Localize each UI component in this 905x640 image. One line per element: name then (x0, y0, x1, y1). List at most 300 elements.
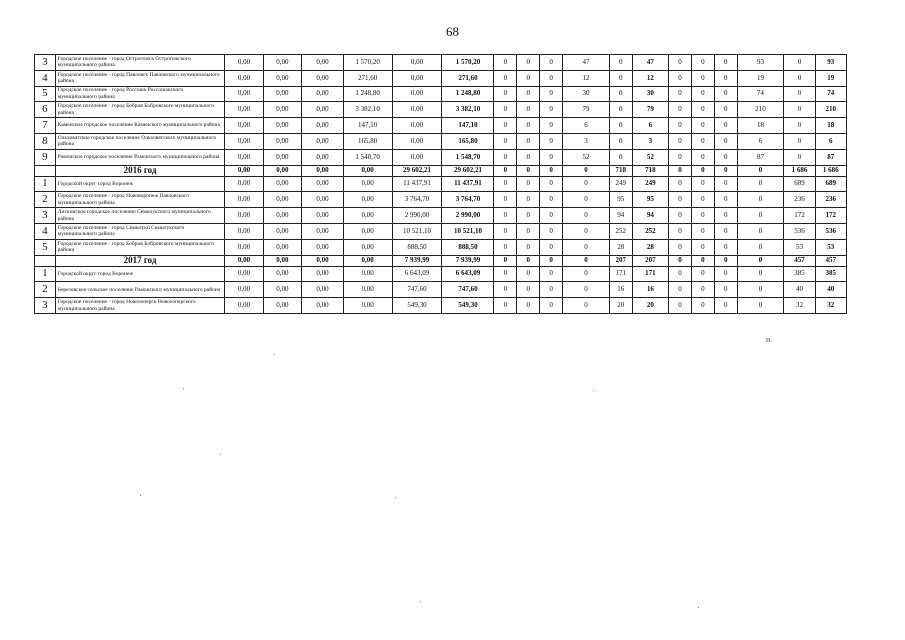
value-cell: 40 (815, 282, 846, 298)
table-row (35, 133, 847, 149)
table-row (35, 102, 847, 118)
value-cell: 19 (737, 70, 784, 86)
value-cell: 0 (540, 282, 563, 298)
value-cell: 0 (517, 239, 540, 255)
value-cell: 0,00 (343, 208, 392, 224)
value-cell: 6 (815, 133, 846, 149)
value-cell: 0,00 (263, 149, 301, 165)
value-cell: 29 602,21 (442, 165, 494, 176)
value-cell: 210 (737, 102, 784, 118)
value-cell: 172 (815, 208, 846, 224)
row-number: 7 (35, 118, 56, 134)
value-cell: 536 (784, 223, 815, 239)
value-cell: 0,00 (343, 239, 392, 255)
value-cell: 271,60 (343, 70, 392, 86)
value-cell: 95 (609, 192, 632, 208)
section-row (35, 165, 847, 176)
value-cell: 0,00 (302, 133, 344, 149)
value-cell: 0 (540, 192, 563, 208)
value-cell: 0 (691, 102, 714, 118)
value-cell: 0,00 (302, 255, 344, 266)
value-cell: 747,60 (392, 282, 442, 298)
value-cell: 0 (517, 133, 540, 149)
municipality-name: Лискинское городское поселение Семилукского муниципального района (55, 208, 224, 224)
value-cell: 0 (540, 118, 563, 134)
value-cell: 0,00 (392, 133, 442, 149)
value-cell: 0 (691, 165, 714, 176)
value-cell: 0 (494, 55, 517, 71)
value-cell: 0 (540, 55, 563, 71)
value-cell: 30 (632, 86, 668, 102)
value-cell: 0 (714, 223, 737, 239)
value-cell: 0 (540, 255, 563, 266)
row-number: 1 (35, 266, 56, 282)
municipality-name: Городское поселение - город Бобров Бобровского муниципального района (55, 102, 224, 118)
value-cell: 0 (691, 255, 714, 266)
value-cell: 0,00 (225, 149, 263, 165)
value-cell: 0 (784, 70, 815, 86)
row-number: 1 (35, 176, 56, 192)
value-cell: 95 (632, 192, 668, 208)
value-cell: 94 (632, 208, 668, 224)
value-cell: 0 (517, 55, 540, 71)
row-number: 2 (35, 192, 56, 208)
value-cell: 747,60 (442, 282, 494, 298)
value-cell: 0 (494, 102, 517, 118)
value-cell: 0,00 (225, 176, 263, 192)
value-cell: 3 382,10 (442, 102, 494, 118)
value-cell: 0 (669, 149, 692, 165)
value-cell: 0,00 (302, 86, 344, 102)
row-number: 4 (35, 70, 56, 86)
value-cell: 0 (737, 176, 784, 192)
section-blank-cell (35, 165, 56, 176)
value-cell: 0 (714, 165, 737, 176)
value-cell: 0 (609, 118, 632, 134)
value-cell: 87 (815, 149, 846, 165)
municipality-name: Ольховатское городское поселение Ольховатского муниципального района (55, 133, 224, 149)
value-cell: 0 (714, 70, 737, 86)
value-cell: 0,00 (263, 192, 301, 208)
value-cell: 3 764,70 (392, 192, 442, 208)
value-cell: 3 (563, 133, 610, 149)
value-cell: 0,00 (302, 165, 344, 176)
value-cell: 28 (609, 239, 632, 255)
row-number: 5 (35, 86, 56, 102)
value-cell: 249 (609, 176, 632, 192)
table-row (35, 266, 847, 282)
value-cell: 0,00 (343, 176, 392, 192)
value-cell: 74 (815, 86, 846, 102)
value-cell: 30 (563, 86, 610, 102)
value-cell: 0 (517, 266, 540, 282)
value-cell: 0 (714, 149, 737, 165)
value-cell: 0 (691, 223, 714, 239)
value-cell: 0,00 (225, 239, 263, 255)
value-cell: 0 (563, 208, 610, 224)
value-cell: 0 (714, 133, 737, 149)
value-cell: 0,00 (302, 192, 344, 208)
value-cell: 718 (609, 165, 632, 176)
value-cell: 0,00 (343, 165, 392, 176)
value-cell: 6 643,09 (392, 266, 442, 282)
value-cell: 18 (737, 118, 784, 134)
value-cell: 0 (784, 118, 815, 134)
value-cell: 1 548,70 (343, 149, 392, 165)
value-cell: 0 (714, 192, 737, 208)
value-cell: 0,00 (302, 239, 344, 255)
section-blank-cell (35, 255, 56, 266)
municipality-name: Городское поселение - город Павловск Павловского муниципального района (55, 70, 224, 86)
value-cell: 0,00 (263, 118, 301, 134)
value-cell: 3 (632, 133, 668, 149)
value-cell: 0 (669, 118, 692, 134)
value-cell: 0 (540, 208, 563, 224)
value-cell: 0 (669, 298, 692, 314)
value-cell: 0,00 (392, 102, 442, 118)
value-cell: 0 (737, 208, 784, 224)
value-cell: 0 (494, 239, 517, 255)
value-cell: 888,50 (442, 239, 494, 255)
value-cell: 6 (563, 118, 610, 134)
section-row (35, 255, 847, 266)
municipality-name: Городское поселение - город Нововоронеж Павловского муниципального района (55, 192, 224, 208)
value-cell: 888,50 (392, 239, 442, 255)
value-cell: 0 (691, 133, 714, 149)
value-cell: 0 (517, 208, 540, 224)
value-cell: 16 (609, 282, 632, 298)
table-row (35, 239, 847, 255)
value-cell: 12 (563, 70, 610, 86)
page-number: 68 (446, 24, 459, 39)
value-cell: 0 (494, 192, 517, 208)
value-cell: 6 (632, 118, 668, 134)
table-row (35, 208, 847, 224)
value-cell: 0 (494, 208, 517, 224)
value-cell: 147,10 (343, 118, 392, 134)
value-cell: 0,00 (225, 298, 263, 314)
value-cell: 0 (517, 165, 540, 176)
value-cell: 0 (540, 149, 563, 165)
value-cell: 0 (517, 149, 540, 165)
table-row (35, 176, 847, 192)
value-cell: 0 (540, 239, 563, 255)
value-cell: 0 (609, 133, 632, 149)
value-cell: 11 437,91 (442, 176, 494, 192)
value-cell: 0,00 (302, 282, 344, 298)
value-cell: 0 (563, 165, 610, 176)
value-cell: 52 (632, 149, 668, 165)
value-cell: 0 (669, 176, 692, 192)
value-cell: 47 (632, 55, 668, 71)
value-cell: 0 (540, 86, 563, 102)
value-cell: 0 (737, 223, 784, 239)
value-cell: 1 548,70 (442, 149, 494, 165)
table-row (35, 223, 847, 239)
value-cell: 0 (517, 223, 540, 239)
value-cell: 3 764,70 (442, 192, 494, 208)
value-cell: 0 (784, 55, 815, 71)
value-cell: 0,00 (225, 255, 263, 266)
value-cell: 0,00 (263, 55, 301, 71)
value-cell: 1 686 (784, 165, 815, 176)
value-cell: 0,00 (263, 298, 301, 314)
value-cell: 0 (517, 176, 540, 192)
value-cell: 0 (669, 102, 692, 118)
value-cell: 20 (632, 298, 668, 314)
value-cell: 0 (669, 255, 692, 266)
value-cell: 40 (784, 282, 815, 298)
value-cell: 0 (669, 223, 692, 239)
row-number: 3 (35, 208, 56, 224)
value-cell: 0,00 (302, 55, 344, 71)
table-row (35, 55, 847, 71)
row-number: 3 (35, 55, 56, 71)
value-cell: 10 521,10 (442, 223, 494, 239)
value-cell: 0 (737, 239, 784, 255)
value-cell: 0 (494, 266, 517, 282)
value-cell: 0 (669, 86, 692, 102)
value-cell: 0 (737, 192, 784, 208)
value-cell: 0 (691, 208, 714, 224)
value-cell: 0 (784, 102, 815, 118)
value-cell: 0 (609, 102, 632, 118)
value-cell: 0,00 (392, 118, 442, 134)
table-row (35, 282, 847, 298)
row-number: 9 (35, 149, 56, 165)
value-cell: 0 (494, 165, 517, 176)
value-cell: 1 248,80 (343, 86, 392, 102)
value-cell: 0 (494, 70, 517, 86)
value-cell: 93 (737, 55, 784, 71)
value-cell: 0 (784, 149, 815, 165)
value-cell: 0 (691, 239, 714, 255)
value-cell: 210 (815, 102, 846, 118)
value-cell: 0 (737, 255, 784, 266)
municipality-name: Городское поселение - город Бобров Бобровского муниципального района (55, 239, 224, 255)
value-cell: 0 (609, 149, 632, 165)
value-cell: 0 (563, 223, 610, 239)
value-cell: 385 (815, 266, 846, 282)
value-cell: 0 (669, 70, 692, 86)
value-cell: 0,00 (392, 149, 442, 165)
value-cell: 0 (563, 192, 610, 208)
value-cell: 0,00 (225, 133, 263, 149)
table-row (35, 149, 847, 165)
value-cell: 689 (815, 176, 846, 192)
corner-mark: и. (766, 335, 773, 344)
value-cell: 252 (609, 223, 632, 239)
value-cell: 0 (691, 176, 714, 192)
value-cell: 0 (563, 255, 610, 266)
value-cell: 0,00 (225, 192, 263, 208)
value-cell: 172 (784, 208, 815, 224)
value-cell: 0 (714, 102, 737, 118)
value-cell: 0,00 (225, 208, 263, 224)
value-cell: 0 (691, 192, 714, 208)
value-cell: 0 (494, 133, 517, 149)
value-cell: 0 (517, 192, 540, 208)
value-cell: 0,00 (225, 86, 263, 102)
value-cell: 29 602,21 (392, 165, 442, 176)
value-cell: 0 (563, 266, 610, 282)
value-cell: 0 (737, 282, 784, 298)
municipality-name: Каменское городское поселение Каменского муниципального района (55, 118, 224, 134)
value-cell: 2 990,00 (442, 208, 494, 224)
value-cell: 11 437,91 (392, 176, 442, 192)
row-number: 2 (35, 282, 56, 298)
value-cell: 236 (784, 192, 815, 208)
value-cell: 0,00 (343, 298, 392, 314)
value-cell: 94 (609, 208, 632, 224)
value-cell: 0 (517, 86, 540, 102)
section-title: 2017 год (55, 255, 224, 266)
value-cell: 0 (669, 282, 692, 298)
value-cell: 19 (815, 70, 846, 86)
value-cell: 12 (632, 70, 668, 86)
value-cell: 87 (737, 149, 784, 165)
row-number: 5 (35, 239, 56, 255)
municipality-name: Городское поселение - город Россошь Россошанского муниципального района (55, 86, 224, 102)
value-cell: 0 (714, 282, 737, 298)
value-cell: 18 (815, 118, 846, 134)
value-cell: 0 (563, 176, 610, 192)
value-cell: 0,00 (263, 266, 301, 282)
value-cell: 0,00 (263, 70, 301, 86)
value-cell: 0 (540, 70, 563, 86)
value-cell: 53 (784, 239, 815, 255)
value-cell: 0,00 (225, 118, 263, 134)
value-cell: 0,00 (263, 86, 301, 102)
value-cell: 0 (540, 176, 563, 192)
value-cell: 0,00 (263, 223, 301, 239)
value-cell: 6 (737, 133, 784, 149)
value-cell: 0 (691, 118, 714, 134)
value-cell: 252 (632, 223, 668, 239)
value-cell: 0,00 (302, 70, 344, 86)
value-cell: 0 (714, 239, 737, 255)
table-row (35, 86, 847, 102)
value-cell: 2 990,00 (392, 208, 442, 224)
value-cell: 0 (691, 149, 714, 165)
value-cell: 385 (784, 266, 815, 282)
value-cell: 53 (815, 239, 846, 255)
value-cell: 0,00 (302, 118, 344, 134)
value-cell: 0 (737, 266, 784, 282)
value-cell: 0 (737, 298, 784, 314)
value-cell: 7 939,99 (442, 255, 494, 266)
value-cell: 0,00 (225, 165, 263, 176)
value-cell: 0,00 (263, 255, 301, 266)
value-cell: 0 (737, 165, 784, 176)
value-cell: 1 570,20 (442, 55, 494, 71)
value-cell: 0,00 (302, 298, 344, 314)
value-cell: 0 (517, 70, 540, 86)
value-cell: 689 (784, 176, 815, 192)
value-cell: 457 (815, 255, 846, 266)
value-cell: 0 (540, 223, 563, 239)
value-cell: 0 (691, 86, 714, 102)
value-cell: 0,00 (225, 282, 263, 298)
value-cell: 0 (494, 255, 517, 266)
value-cell: 147,10 (442, 118, 494, 134)
value-cell: 536 (815, 223, 846, 239)
value-cell: 171 (609, 266, 632, 282)
value-cell: 32 (815, 298, 846, 314)
value-cell: 0 (714, 55, 737, 71)
value-cell: 6 643,09 (442, 266, 494, 282)
data-table (34, 54, 847, 314)
value-cell: 0 (494, 223, 517, 239)
row-number: 8 (35, 133, 56, 149)
value-cell: 47 (563, 55, 610, 71)
municipality-name: Городское поселение - город Семилуки Семилукского муниципального района (55, 223, 224, 239)
value-cell: 0 (517, 118, 540, 134)
value-cell: 0,00 (392, 86, 442, 102)
value-cell: 0,00 (302, 149, 344, 165)
value-cell: 0 (691, 55, 714, 71)
value-cell: 0 (714, 176, 737, 192)
value-cell: 0 (714, 298, 737, 314)
value-cell: 52 (563, 149, 610, 165)
value-cell: 0,00 (392, 70, 442, 86)
section-title: 2016 год (55, 165, 224, 176)
value-cell: 0 (714, 118, 737, 134)
value-cell: 0,00 (263, 282, 301, 298)
value-cell: 28 (632, 239, 668, 255)
value-cell: 79 (563, 102, 610, 118)
value-cell: 0,00 (343, 282, 392, 298)
value-cell: 0 (714, 208, 737, 224)
value-cell: 0 (669, 133, 692, 149)
value-cell: 0 (494, 176, 517, 192)
value-cell: 0 (494, 149, 517, 165)
value-cell: 1 686 (815, 165, 846, 176)
value-cell: 0,00 (302, 208, 344, 224)
municipality-name: Рамонское городское поселение Рамонского муниципального района (55, 149, 224, 165)
value-cell: 236 (815, 192, 846, 208)
value-cell: 0,00 (225, 223, 263, 239)
value-cell: 271,60 (442, 70, 494, 86)
value-cell: 1 248,80 (442, 86, 494, 102)
value-cell: 7 939,99 (392, 255, 442, 266)
value-cell: 0,00 (225, 55, 263, 71)
value-cell: 0 (517, 255, 540, 266)
value-cell: 0 (563, 282, 610, 298)
value-cell: 207 (632, 255, 668, 266)
value-cell: 0 (494, 298, 517, 314)
value-cell: 0 (540, 102, 563, 118)
value-cell: 0 (784, 133, 815, 149)
value-cell: 0,00 (302, 176, 344, 192)
value-cell: 0,00 (225, 266, 263, 282)
value-cell: 0,00 (392, 55, 442, 71)
value-cell: 1 570,20 (343, 55, 392, 71)
value-cell: 0 (691, 282, 714, 298)
value-cell: 0 (494, 86, 517, 102)
row-number: 4 (35, 223, 56, 239)
municipality-name: Городской округ город Воронеж (55, 176, 224, 192)
value-cell: 0,00 (225, 102, 263, 118)
value-cell: 165,80 (442, 133, 494, 149)
value-cell: 0 (669, 266, 692, 282)
value-cell: 0 (517, 282, 540, 298)
municipality-name: Городское поселение - город Острогожск Острогожского муниципального района (55, 55, 224, 71)
value-cell: 0 (714, 86, 737, 102)
value-cell: 0 (691, 298, 714, 314)
value-cell: 0,00 (263, 239, 301, 255)
value-cell: 0 (691, 266, 714, 282)
